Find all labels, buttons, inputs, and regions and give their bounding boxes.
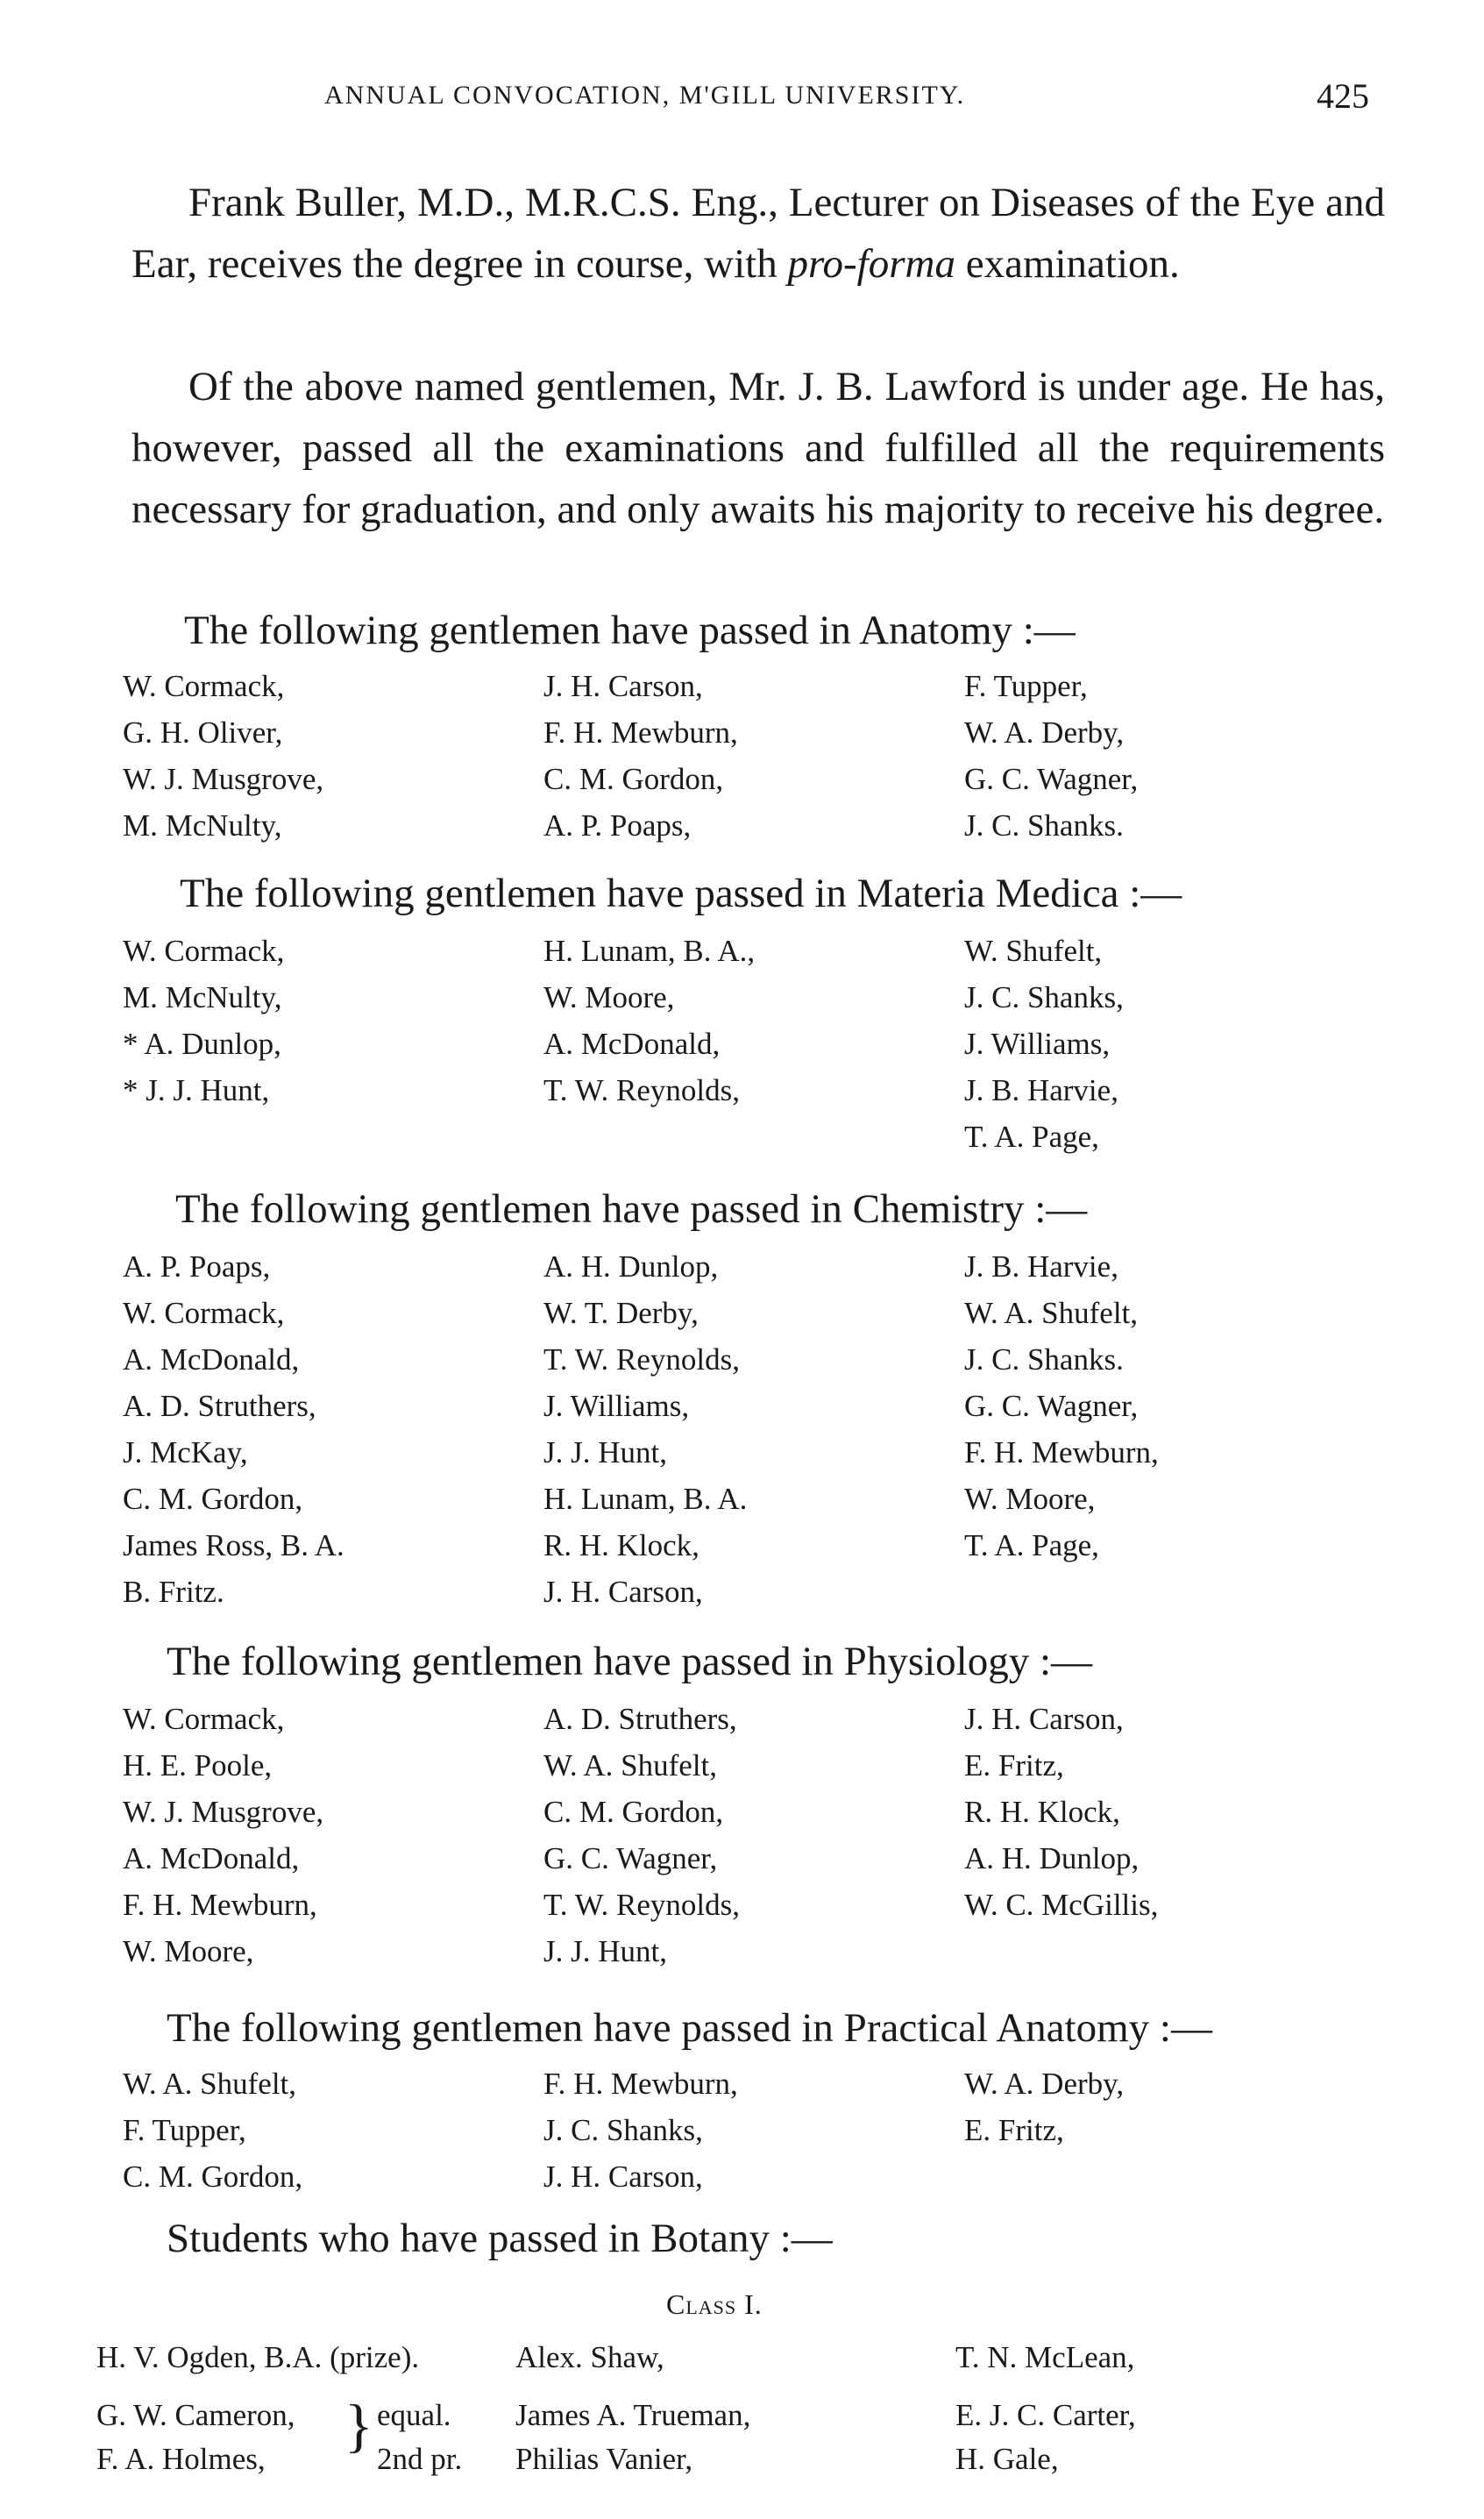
table-row	[123, 1243, 1402, 1290]
name-cell: J. C. Shanks.	[964, 1342, 1124, 1377]
name-cell	[123, 1114, 543, 1160]
name-cell: H. E. Poole,	[123, 1748, 273, 1783]
table-row	[96, 2394, 1411, 2437]
name-cell: J. C. Shanks,	[964, 980, 1124, 1014]
name-cell: C. M. Gordon,	[543, 1795, 724, 1829]
name-cell: W. A. Shufelt,	[964, 1296, 1139, 1330]
name-cell: A. D. Struthers,	[123, 1389, 316, 1423]
name-cell: C. M. Gordon,	[123, 1482, 303, 1516]
name-cell: * J. J. Hunt,	[123, 1073, 270, 1107]
name-cell: E. J. C. Carter,	[955, 2398, 1136, 2432]
name-cell: W. T. Derby,	[543, 1296, 699, 1330]
name-cell: A. McDonald,	[543, 1027, 721, 1061]
name-cell: T. W. Reynolds,	[543, 1888, 740, 1922]
name-cell: J. Williams,	[543, 1389, 690, 1423]
name-cell: T. W. Reynolds,	[543, 1342, 740, 1377]
name-cell: W. J. Musgrove,	[123, 1795, 324, 1829]
table-row	[123, 802, 1402, 849]
name-cell: W. Shufelt,	[964, 934, 1103, 968]
name-cell: A. P. Poaps,	[543, 808, 692, 843]
name-cell: J. Williams,	[964, 1027, 1111, 1061]
name-cell: W. Cormack,	[123, 1702, 285, 1736]
chemistry-heading: The following gentlemen have passed in Chemistry :—	[175, 1186, 1088, 1232]
running-header: ANNUAL CONVOCATION, M'GILL UNIVERSITY.	[324, 81, 966, 110]
table-row	[123, 974, 1402, 1021]
name-cell: M. McNulty,	[123, 980, 282, 1014]
name-cell: C. M. Gordon,	[123, 2160, 303, 2194]
name-cell: W. Moore,	[964, 1482, 1096, 1516]
table-row	[123, 1429, 1402, 1476]
name-cell: E. Fritz,	[964, 2113, 1064, 2147]
table-row	[123, 1336, 1402, 1383]
name-cell: F. H. Mewburn,	[123, 1888, 317, 1922]
name-cell: J. H. Carson,	[543, 1575, 703, 1609]
name-cell: A. McDonald,	[123, 1342, 300, 1377]
anatomy-heading: The following gentlemen have passed in Anatomy :—	[184, 608, 1076, 653]
table-row	[123, 2153, 1402, 2200]
name-cell	[964, 1928, 1385, 1975]
name-cell: G. C. Wagner,	[964, 762, 1139, 796]
name-cell: A. H. Dunlop,	[543, 1249, 719, 1284]
name-cell: W. A. Shufelt,	[123, 2067, 297, 2101]
name-cell: R. H. Klock,	[964, 1795, 1120, 1829]
practical-anatomy-heading: The following gentlemen have passed in Practical Anatomy :—	[167, 2005, 1212, 2051]
table-row	[123, 1696, 1402, 1742]
name-cell: J. B. Harvie,	[964, 1073, 1118, 1107]
equal-note: equal.	[377, 2398, 451, 2432]
name-cell: J. H. Carson,	[543, 2160, 703, 2194]
name-cell: G. W. Cameron,	[96, 2398, 295, 2432]
name-cell: W. C. McGillis,	[964, 1888, 1159, 1922]
name-cell: F. Tupper,	[123, 2113, 246, 2147]
table-row	[123, 1835, 1402, 1882]
practical-anatomy-list	[123, 2060, 1402, 2200]
name-cell: H. Gale,	[955, 2442, 1059, 2476]
materia-medica-heading: The following gentlemen have passed in Materia Medica :—	[180, 871, 1182, 916]
name-cell: W. Moore,	[543, 980, 675, 1014]
table-row	[123, 663, 1402, 709]
name-cell: James Ross, B. A.	[123, 1528, 344, 1562]
name-cell: R. H. Klock,	[543, 1528, 699, 1562]
physiology-list	[123, 1696, 1402, 1975]
name-cell: Alex. Shaw,	[515, 2340, 664, 2374]
name-cell: J. C. Shanks.	[964, 808, 1124, 843]
name-cell: W. A. Shufelt,	[543, 1748, 718, 1783]
table-row	[123, 756, 1402, 802]
prize-note: 2nd pr.	[377, 2442, 463, 2476]
table-row	[123, 1476, 1402, 1522]
name-cell: G. C. Wagner,	[543, 1841, 718, 1875]
name-cell	[964, 2153, 1385, 2200]
name-cell: James A. Trueman,	[515, 2398, 751, 2432]
name-cell: F. H. Mewburn,	[964, 1435, 1159, 1469]
table-row	[123, 1290, 1402, 1336]
botany-list	[96, 2336, 1411, 2481]
name-cell: G. C. Wagner,	[964, 1389, 1139, 1423]
name-cell: C. M. Gordon,	[543, 762, 724, 796]
name-cell: W. Cormack,	[123, 1296, 285, 1330]
table-row	[123, 1383, 1402, 1429]
name-cell: H. V. Ogden, B.A. (prize).	[96, 2340, 420, 2374]
table-row	[123, 1569, 1402, 1615]
name-cell: H. Lunam, B. A.	[543, 1482, 748, 1516]
table-row	[123, 1522, 1402, 1569]
name-cell: J. J. Hunt,	[543, 1435, 667, 1469]
buller-paragraph	[131, 172, 1385, 295]
physiology-heading: The following gentlemen have passed in Physiology :—	[167, 1639, 1093, 1684]
table-row	[123, 709, 1402, 756]
name-cell: W. A. Derby,	[964, 715, 1125, 750]
table-row	[123, 2060, 1402, 2107]
name-cell: W. Cormack,	[123, 934, 285, 968]
name-cell: T. A. Page,	[964, 1120, 1099, 1154]
name-cell: A. D. Struthers,	[543, 1702, 737, 1736]
name-cell: T. W. Reynolds,	[543, 1073, 740, 1107]
table-row	[123, 2107, 1402, 2153]
name-cell: J. C. Shanks,	[543, 2113, 703, 2147]
name-cell: M. McNulty,	[123, 808, 282, 843]
name-cell	[964, 1569, 1385, 1615]
materia-medica-list	[123, 928, 1402, 1160]
buller-end: examination.	[955, 241, 1180, 287]
name-cell: W. A. Derby,	[964, 2067, 1125, 2101]
name-cell: E. Fritz,	[964, 1748, 1064, 1783]
table-row	[123, 1789, 1402, 1835]
name-cell: A. H. Dunlop,	[964, 1841, 1140, 1875]
name-cell: T. A. Page,	[964, 1528, 1099, 1562]
name-cell: J. J. Hunt,	[543, 1934, 667, 1968]
table-row	[123, 1742, 1402, 1789]
name-cell: J. H. Carson,	[543, 669, 703, 703]
buller-text: Frank Buller, M.D., M.R.C.S. Eng., Lecturer on Diseases of the Eye and Ear, receives the degree in course, with	[131, 180, 1385, 287]
name-cell: A. McDonald,	[123, 1841, 300, 1875]
name-cell: B. Fritz.	[123, 1575, 224, 1609]
buller-italic: pro-forma	[787, 241, 955, 287]
table-row	[123, 1882, 1402, 1928]
table-row	[123, 1928, 1402, 1975]
name-cell	[543, 1114, 964, 1160]
table-row	[96, 2437, 1411, 2481]
table-row	[96, 2336, 1411, 2380]
name-cell: J. McKay,	[123, 1435, 248, 1469]
table-row	[123, 928, 1402, 974]
name-cell: Philias Vanier,	[515, 2442, 693, 2476]
name-cell: W. J. Musgrove,	[123, 762, 324, 796]
name-cell: J. B. Harvie,	[964, 1249, 1118, 1284]
name-cell: G. H. Oliver,	[123, 715, 283, 750]
table-row	[123, 1067, 1402, 1114]
name-cell: F. H. Mewburn,	[543, 715, 738, 750]
page-number: 425	[1317, 76, 1369, 116]
anatomy-list	[123, 663, 1402, 849]
name-cell: A. P. Poaps,	[123, 1249, 271, 1284]
class-heading: Class I.	[666, 2288, 763, 2320]
name-cell: H. Lunam, B. A.,	[543, 934, 756, 968]
name-cell: F. Tupper,	[964, 669, 1088, 703]
table-row	[123, 1021, 1402, 1067]
name-cell: W. Moore,	[123, 1934, 254, 1968]
chemistry-list	[123, 1243, 1402, 1615]
lawford-paragraph: Of the above named gentlemen, Mr. J. B. Lawford is under age. He has, however, passed all the examinations and fulfilled all the requirements necessary for graduation, and only awaits his majority to receive his degree.	[131, 364, 1385, 532]
name-cell: F. H. Mewburn,	[543, 2067, 738, 2101]
name-cell: * A. Dunlop,	[123, 1027, 281, 1061]
table-row	[123, 1114, 1402, 1160]
brace-icon: }	[344, 2392, 373, 2459]
name-cell: W. Cormack,	[123, 669, 285, 703]
botany-heading: Students who have passed in Botany :—	[167, 2216, 833, 2261]
name-cell: J. H. Carson,	[964, 1702, 1124, 1736]
name-cell: F. A. Holmes,	[96, 2442, 266, 2476]
name-cell: T. N. McLean,	[955, 2340, 1135, 2374]
